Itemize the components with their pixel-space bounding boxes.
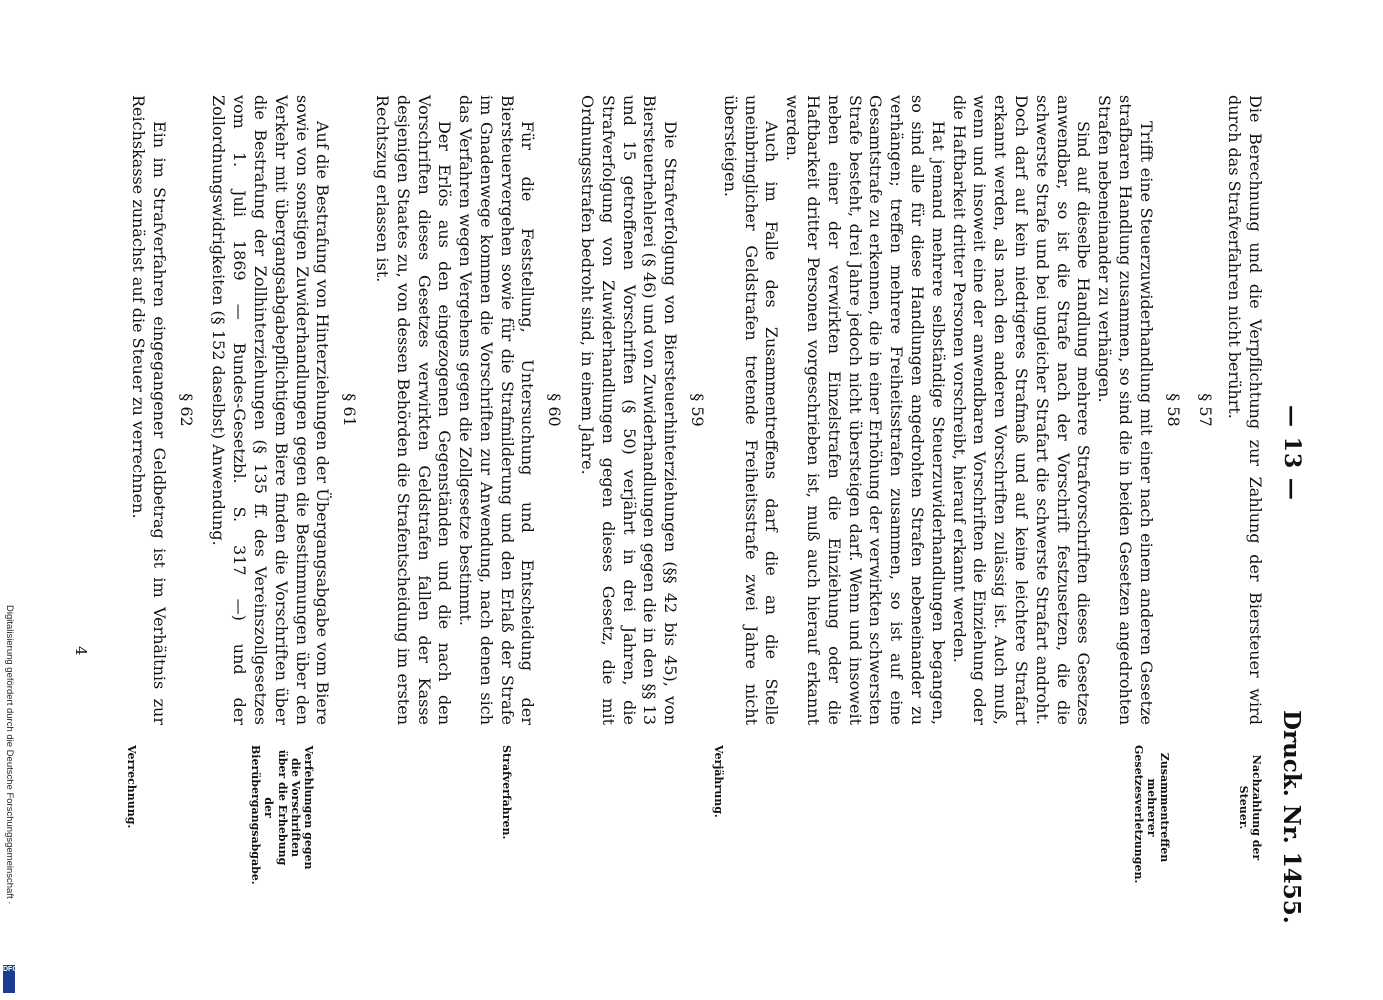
margin-note-58: Zusammentreffen mehrerer Gesetzesverletzungen. (1131, 745, 1171, 884)
digitization-credit: Digitalisierung gefördert durch die Deutsche Forschungsgemeinschaft · (4, 605, 15, 905)
document-body (127, 95, 1265, 725)
signature-mark: 4 (72, 646, 90, 656)
dfg-logo: DFG (3, 965, 15, 993)
section-61-paragraph-1: Auf die Bestrafung von Hinterziehungen der Übergangsabgabe vom Biere sowie von sonstigen Zuwiderhandlungen gegen die Bestimmungen über den Verkehr mit übergangsabgabepflichtigem Biere finden die Vorschriften über die Bestrafung der Zollhinterziehungen (§ 135 ff. des Vereinszollgesetzes vom 1. Juli 1869 — Bundes-Gesetzbl. S. 317 —) und der Zollordnungswidrigkeiten (§ 152 daselbst) Anwendung. (209, 95, 333, 725)
section-60-paragraph-2: Der Erlös aus den eingezogenen Gegenständen und die nach den Vorschriften dieses Gesetzes verwirkten Geldstrafen fallen der Kasse desjenigen Staates zu, von dessen Behörden die Strafentscheidung im ersten Rechtszug erlassen ist. (372, 95, 455, 725)
section-58-paragraph-1: Trifft eine Steuerzuwiderhandlung mit einer nach einem anderen Gesetze strafbaren Handlung zusammen, so sind die in beiden Gesetzen angedrohten Strafen nebeneinander zu verhängen. (1095, 95, 1156, 725)
digitization-footer (3, 605, 18, 995)
section-59-paragraph-1: Die Strafverfolgung von Biersteuerhinterziehungen (§§ 42 bis 45), von Biersteuerhehlerei (§ 46) und von Zuwiderhandlungen gegen die in den §§ 13 und 15 getroffenen Vorschriften (§ 50) verjährt in drei Jahren, die Strafverfolgung von Zuwiderhandlungen gegen dieses Gesetz, die mit Ordnungsstrafen bedroht sind, in einem Jahre. (578, 95, 681, 725)
margin-note-61: Verfehlungen gegen die Vorschriften über die Erhebung der Bierübergangsabgabe. (249, 745, 315, 885)
section-60-heading: § 60 (545, 393, 565, 427)
page-header (1271, 0, 1305, 1000)
section-58-paragraph-2: Sind auf dieselbe Handlung mehrere Strafvorschriften dieses Gesetzes anwendbar, so ist die Strafe nach der Vorschrift festzusetzen, die die schwerste Strafe und bei ungleicher Strafart die schwerste Strafart androht. Doch darf auf kein niedrigeres Strafmaß und auf keine leichtere Strafart erkannt werden, als nach den anderen Vorschriften zulässig ist. Auch muß, wenn und insoweit eine der anwendbaren Vorschriften die Einziehung oder die Haftbarkeit dritter Personen vorschreibt, hierauf erkannt werden. (949, 95, 1094, 725)
margin-note-57: Nachzahlung der Steuer. (1236, 754, 1263, 861)
margin-note-62: Verrechnung. (125, 745, 138, 829)
print-number: Druck. Nr. 1455. (1278, 710, 1305, 924)
section-62-heading: § 62 (176, 393, 196, 427)
section-58-heading: § 58 (1163, 393, 1183, 427)
margin-note-59: Verjährung. (712, 745, 725, 818)
section-58-paragraph-3: Hat jemand mehrere selbständige Steuerzuwiderhandlungen begangen, so sind alle für diese Handlungen angedrohten Strafen nebeneinander zu verhängen; treffen mehrere Freiheitsstrafen zusammen, so ist auf eine Gesamtstrafe zu erkennen, die in einer Erhöhung der verwirkten schwersten Strafe besteht, drei Jahre jedoch nicht übersteigen darf. Wenn und insoweit neben einer der verwirkten Einzelstrafen die Einziehung oder die Haftbarkeit dritter Personen vorgeschrieben ist, muß auch hierauf erkannt werden. (783, 95, 948, 725)
intro-paragraph: Die Berechnung und die Verpflichtung zur Zahlung der Biersteuer wird durch das Strafverfahren nicht berührt. (1225, 95, 1265, 725)
section-61-heading: § 61 (340, 393, 360, 427)
margin-note-60: Strafverfahren. (500, 745, 513, 840)
section-62-paragraph-1: Ein im Strafverfahren eingegangener Geldbetrag ist im Verhältnis zur Reichskasse zunächst auf die Steuer zu verrechnen. (128, 95, 169, 725)
page-number: — 13 — (1279, 405, 1305, 501)
section-60-paragraph-1: Für die Feststellung, Untersuchung und Entscheidung der Biersteuervergehen sowie für die Strafmilderung und den Erlaß der Strafe im Gnadenwege kommen die Vorschriften zur Anwendung, nach denen sich das Verfahren wegen Vergehens gegen die Zollgesetze bestimmt. (456, 95, 538, 725)
section-58-paragraph-4: Auch im Falle des Zusammentreffens darf die an die Stelle uneinbringlicher Geldstrafen tretende Freiheitsstrafe zwei Jahre nicht übersteigen. (720, 95, 782, 725)
section-59-heading: § 59 (688, 393, 708, 427)
section-57-heading: § 57 (1196, 393, 1216, 427)
